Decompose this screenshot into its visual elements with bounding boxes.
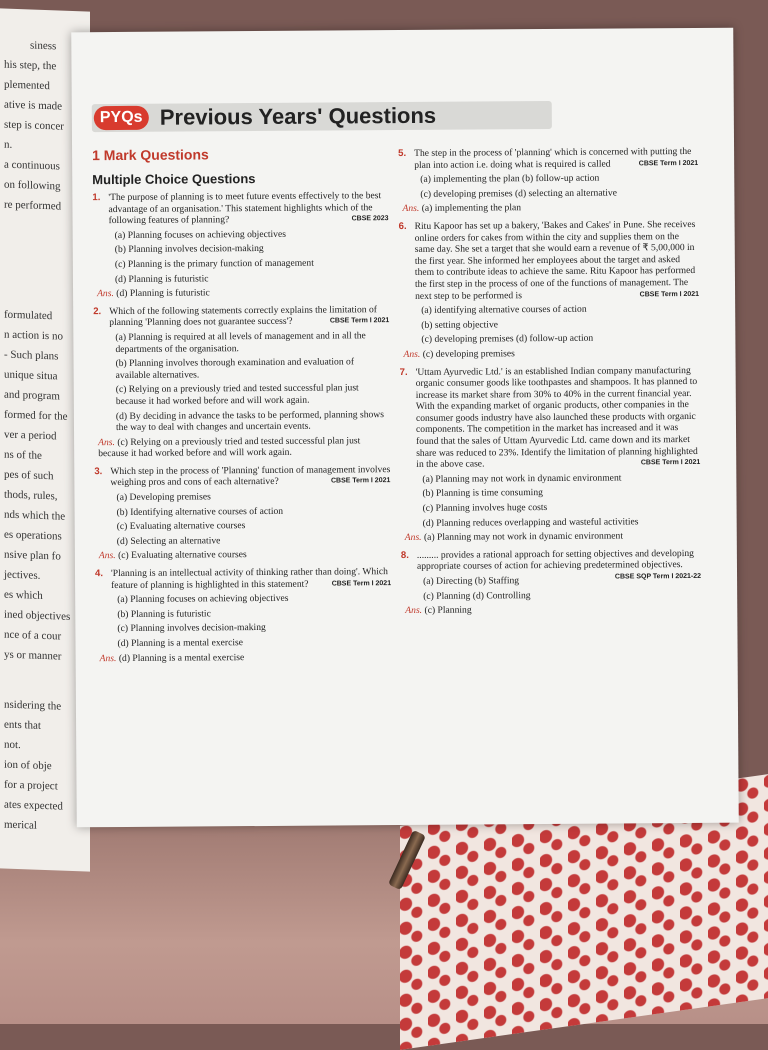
left-page-text: re performed bbox=[4, 198, 62, 213]
left-page-text: on following bbox=[4, 178, 61, 193]
exam-tag: CBSE Term I 2021 bbox=[330, 477, 391, 485]
answer-text: (a) Planning may not work in dynamic environment bbox=[423, 530, 624, 544]
left-page-text: ion of obje bbox=[4, 758, 52, 773]
answer-label: Ans. bbox=[99, 652, 117, 664]
question-body: The step in the process of 'planning' which is concerned with putting the plan into action i.e. doing what is required is called bbox=[414, 145, 692, 171]
question-number: 7. bbox=[399, 366, 408, 378]
left-page-text: ined objectives bbox=[4, 608, 71, 623]
left-page-text: nsive plan fo bbox=[4, 548, 61, 563]
question-number: 6. bbox=[398, 220, 407, 233]
answer-label: Ans. bbox=[402, 203, 420, 215]
answer-text: (d) Planning is a mental exercise bbox=[118, 651, 245, 664]
question-item bbox=[399, 219, 700, 361]
left-page-text: es which bbox=[4, 588, 43, 602]
exam-tag: CBSE Term I 2021 bbox=[329, 317, 390, 325]
left-page-text: formulated bbox=[4, 308, 53, 323]
left-page-text: formed for the bbox=[4, 408, 68, 423]
answer-option: (a) Planning focuses on achieving objectives bbox=[114, 228, 286, 241]
answer-label: Ans. bbox=[98, 550, 116, 562]
question-text bbox=[415, 219, 700, 302]
answer-line bbox=[401, 603, 701, 617]
left-page-text: plemented bbox=[4, 78, 50, 93]
question-body: 'Planning is an intellectual activity of thinking rather than doing'. Which feature of planning is highlighted in this statement? bbox=[110, 566, 388, 591]
question-number: 8. bbox=[400, 549, 409, 561]
answer-option: (b) Planning is time consuming bbox=[422, 487, 543, 500]
question-item bbox=[94, 464, 391, 562]
answer-line bbox=[95, 549, 391, 563]
answer-option: (d) Planning reduces overlapping and wasteful activities bbox=[422, 515, 639, 529]
left-page-text: pes of such bbox=[4, 468, 54, 483]
question-body: 'The purpose of planning is to meet future events effectively to the best advantage of an organisation.' This statement highlights which of the following features of planning? bbox=[108, 190, 382, 227]
question-text bbox=[109, 304, 389, 329]
question-text bbox=[110, 464, 390, 489]
answer-option: (d) Planning is futuristic bbox=[114, 272, 209, 285]
question-item bbox=[400, 364, 701, 543]
question-item bbox=[95, 566, 392, 664]
question-item bbox=[93, 304, 390, 460]
right-column bbox=[398, 146, 701, 623]
answer-text: (a) implementing the plan bbox=[421, 202, 522, 215]
answer-option: (a) implementing the plan (b) follow-up action bbox=[420, 172, 600, 186]
question-number: 3. bbox=[94, 465, 103, 478]
answer-text: (d) Planning is futuristic bbox=[116, 287, 210, 300]
left-page-text: not. bbox=[4, 738, 21, 752]
subsection-heading: Multiple Choice Questions bbox=[92, 171, 256, 188]
answer-line bbox=[94, 435, 390, 460]
answer-text: (c) Relying on a previously tried and tested successful plan just because it had worked before and will work again. bbox=[98, 435, 361, 460]
left-page-text: ver a period bbox=[4, 428, 57, 443]
answer-option: (b) Planning involves thorough examination and evaluation of available alternatives. bbox=[115, 356, 355, 381]
left-page-text: ative is made bbox=[4, 98, 63, 113]
left-page-text: his step, the bbox=[4, 58, 57, 73]
answer-option: (a) identifying alternative courses of action bbox=[421, 303, 587, 317]
answer-option: (a) Developing premises bbox=[116, 491, 211, 504]
answer-label: Ans. bbox=[405, 605, 423, 617]
answer-option: (c) Planning involves huge costs bbox=[422, 502, 548, 514]
answer-option: (c) developing premises (d) selecting an alternative bbox=[420, 187, 617, 200]
question-item bbox=[401, 548, 701, 617]
exam-tag: CBSE 2023 bbox=[351, 215, 389, 223]
question-number: 2. bbox=[93, 305, 102, 317]
question-body: Which of the following statements correctly explains the limitation of planning 'Planning does not guarantee success'? bbox=[109, 303, 377, 329]
question-text bbox=[416, 364, 701, 470]
answer-option: (c) Planning is the primary function of management bbox=[114, 257, 314, 270]
left-page-text: ents that bbox=[4, 718, 41, 732]
answer-line bbox=[401, 530, 701, 544]
left-page-text: siness bbox=[30, 39, 57, 53]
answer-line bbox=[399, 347, 699, 361]
answer-option: (c) Evaluating alternative courses bbox=[116, 520, 246, 533]
question-body: ......... provides a rational approach for setting objectives and developing appropriate courses of action for achieving predetermined objectives. bbox=[416, 547, 695, 573]
answer-label: Ans. bbox=[403, 348, 421, 360]
answer-option: (d) By deciding in advance the tasks to be performed, planning shows the way to deal with changes and uncertain events. bbox=[115, 408, 384, 434]
answer-label: Ans. bbox=[404, 532, 422, 544]
answer-option: (d) Selecting an alternative bbox=[116, 535, 221, 547]
left-page-text: a continuous bbox=[4, 158, 60, 173]
answer-text: (c) Planning bbox=[424, 604, 472, 617]
question-text bbox=[414, 146, 698, 171]
question-body: Which step in the process of 'Planning' function of management involves weighing pros and cons of each alternative? bbox=[110, 463, 391, 489]
question-text bbox=[108, 190, 388, 227]
left-page-text: n action is no bbox=[4, 328, 63, 343]
question-body: Ritu Kapoor has set up a bakery, 'Bakes and Cakes' in Pune. She receives online orders for cakes from within the city and supplies them on the same day. She set a target that she would earn a revenue of ₹ 5,00,000 in the first year. She informed her employees about the target and asked them to contribute ideas to achieve the same. Ritu Kapoor has performed the first step in the process of one of the functions of management. The next step to be performed is bbox=[414, 218, 696, 302]
left-page-text: for a project bbox=[4, 778, 58, 793]
question-text bbox=[111, 566, 391, 591]
answer-option: (c) Relying on a previously tried and tested successful plan just because it had worked before and will work again. bbox=[115, 382, 359, 407]
exam-tag: CBSE SQP Term I 2021-22 bbox=[614, 572, 702, 581]
left-page-text: merical bbox=[4, 818, 37, 832]
left-page-text: - Such plans bbox=[4, 348, 59, 363]
answer-option: (a) Planning focuses on achieving objectives bbox=[117, 593, 289, 606]
left-column bbox=[92, 190, 391, 670]
section-heading: 1 Mark Questions bbox=[92, 146, 209, 164]
left-page-text: jectives. bbox=[4, 568, 41, 582]
answer-option: (a) Directing (b) Staffing bbox=[423, 575, 520, 587]
page-title: Previous Years' Questions bbox=[159, 102, 437, 130]
question-item bbox=[398, 146, 698, 215]
left-page-text: nce of a cour bbox=[4, 628, 62, 643]
question-item bbox=[92, 190, 389, 300]
question-body: 'Uttam Ayurvedic Ltd.' is an established Indian company manufacturing organic consumer goods like toothpastes and shampoos. It has planned to increase its market share from 30% to 40% in the current financial year. With the expanding market of organic products, other companies in the consumer goods industry have also launched these products with organic components. The competition in the market has increased and it was found that the sales of Uttam Ayurvedic Ltd. came down and its market share was reduced to 23%. Identify the limitation of planning highlighted in the above case. bbox=[415, 364, 698, 471]
exam-tag: CBSE Term I 2021 bbox=[640, 459, 701, 467]
answer-text: (c) developing premises bbox=[422, 348, 515, 360]
answer-option: (b) Planning is futuristic bbox=[117, 608, 211, 620]
question-number: 4. bbox=[94, 568, 104, 580]
pyqs-badge: PYQs bbox=[94, 106, 149, 130]
question-number: 5. bbox=[398, 147, 407, 160]
answer-line bbox=[96, 651, 392, 665]
answer-option: (b) setting objective bbox=[421, 319, 499, 331]
answer-text: (c) Evaluating alternative courses bbox=[118, 549, 247, 562]
answer-option: (a) Planning may not work in dynamic environment bbox=[422, 472, 622, 485]
left-page-text: thods, rules, bbox=[4, 488, 58, 503]
answer-option: (c) developing premises (d) follow-up action bbox=[421, 332, 594, 346]
left-page-text: unique situa bbox=[4, 368, 58, 383]
answer-line bbox=[398, 201, 698, 215]
left-page-text: es operations bbox=[4, 528, 62, 543]
left-page-text: and program bbox=[4, 388, 60, 403]
answer-option: (b) Identifying alternative courses of action bbox=[116, 505, 284, 518]
answer-option: (a) Planning is required at all levels of management and in all the departments of the organisation. bbox=[115, 330, 366, 355]
left-page-text: ys or manner bbox=[4, 648, 62, 663]
left-page-text: ns of the bbox=[4, 448, 42, 462]
left-page-text: nsidering the bbox=[4, 698, 62, 713]
book-page bbox=[71, 28, 739, 828]
left-page-text: nds which the bbox=[4, 508, 66, 523]
left-page-text: step is concer bbox=[4, 118, 64, 133]
exam-tag: CBSE Term I 2021 bbox=[639, 290, 700, 298]
answer-option: (b) Planning involves decision-making bbox=[114, 243, 264, 256]
left-page-text: n. bbox=[4, 138, 13, 151]
exam-tag: CBSE Term I 2021 bbox=[331, 579, 392, 588]
answer-line bbox=[93, 286, 389, 300]
answer-option: (d) Planning is a mental exercise bbox=[117, 637, 244, 650]
answer-option: (c) Planning involves decision-making bbox=[117, 622, 266, 635]
answer-label: Ans. bbox=[97, 288, 114, 300]
answer-label: Ans. bbox=[98, 436, 115, 448]
left-page-text: ates expected bbox=[4, 798, 63, 813]
question-number: 1. bbox=[92, 192, 101, 204]
answer-option: (c) Planning (d) Controlling bbox=[423, 589, 531, 602]
exam-tag: CBSE Term I 2021 bbox=[638, 159, 699, 167]
